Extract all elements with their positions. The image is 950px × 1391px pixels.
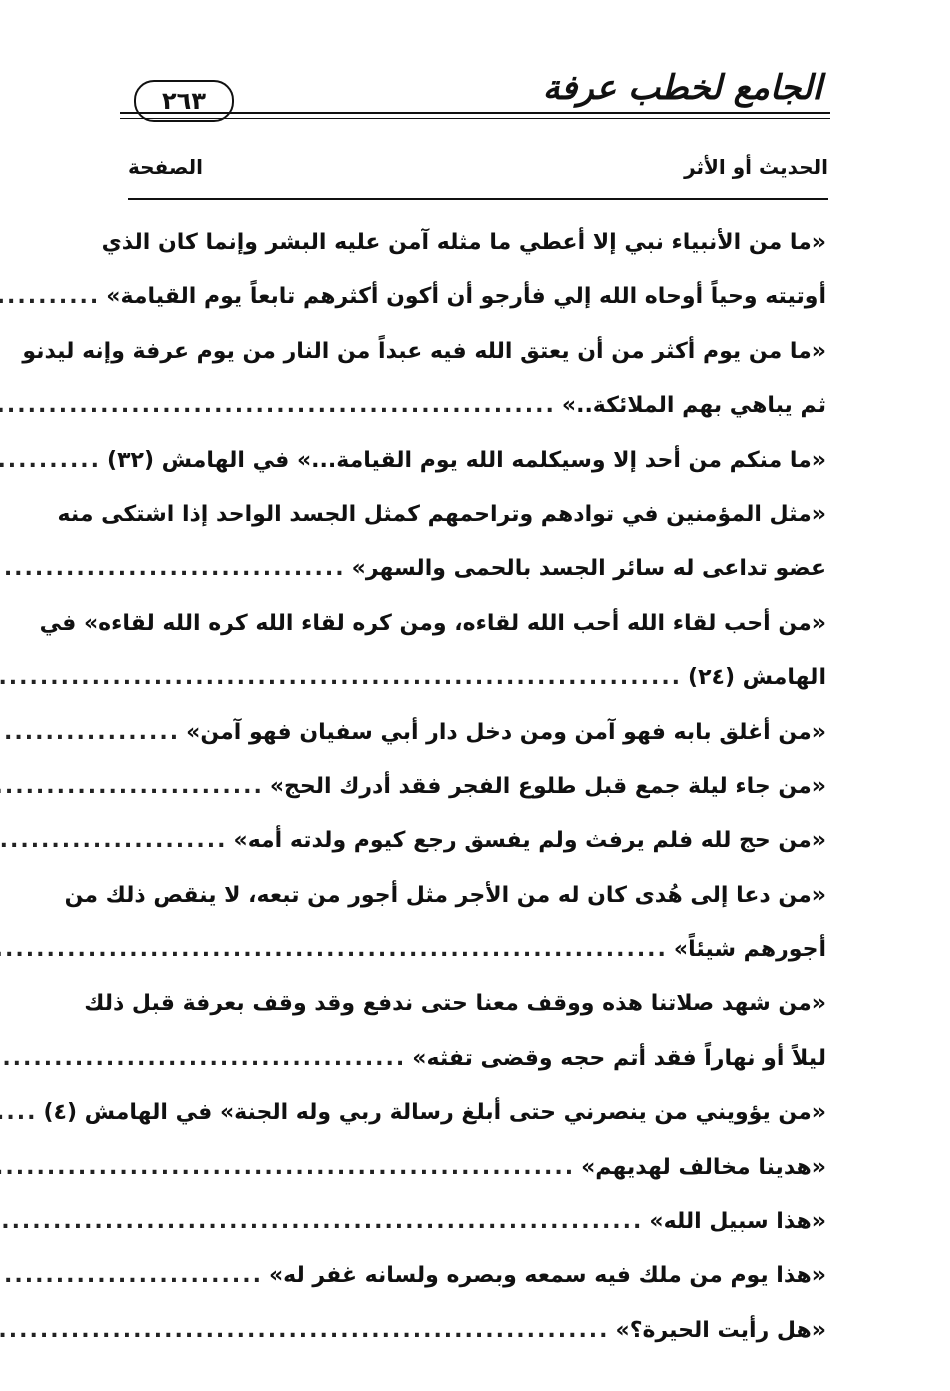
page-header [120, 62, 830, 122]
index-line [130, 651, 826, 705]
entry-text: «من شهد صلاتنا هذه ووقف معنا حتى ندفع وقد وقف بعرفة قبل ذلك [84, 991, 826, 1017]
entry-text: «من أحب لقاء الله أحب الله لقاءه، ومن كره لقاء الله كره الله لقاءه» في [39, 610, 826, 636]
column-headers [128, 155, 828, 187]
index-line [107, 434, 826, 488]
entry-text: «مثل المؤمنين في توادهم وتراحمهم كمثل الجسد الواحد إذا اشتكى منه [57, 501, 826, 527]
dot-leader [0, 814, 228, 868]
entry-text: «من جاء ليلة جمع قبل طلوع الفجر فقد أدرك الحج» [269, 773, 826, 799]
book-title: الجامع لخطب عرفة [542, 68, 822, 108]
entry-text: أجورهم شيئاً» [673, 937, 826, 963]
index-line [130, 706, 826, 760]
dot-leader [0, 1195, 643, 1249]
entry-text: «هل رأيت الحيرة؟» [615, 1317, 826, 1343]
index-line [57, 488, 826, 542]
entry-text: أوتيته وحياً أوحاه الله إلي فأرجو أن أكون أكثرهم تابعاً يوم القيامة» [106, 284, 826, 310]
index-line [106, 270, 826, 324]
entry-text: «من حج لله فلم يرفث ولم يفسق رجع كيوم ولدته أمه» [233, 828, 826, 854]
column-page: الصفحة [128, 155, 204, 179]
index-line [130, 760, 826, 814]
entry-text: «من دعا إلى هُدى كان له من الأجر مثل أجور من تبعه، لا ينقص ذلك من [64, 882, 826, 908]
index-line [130, 1249, 826, 1303]
dot-leader [0, 1304, 610, 1358]
dot-leader [0, 542, 346, 596]
dot-leader [0, 760, 264, 814]
index-line [130, 1141, 826, 1195]
entry-text: «من أغلق بابه فهو آمن ومن دخل دار أبي سفيان فهو آمن» [186, 719, 826, 745]
entry-text: «ما من الأنبياء نبي إلا أعطي ما مثله آمن عليه البشر وإنما كان الذي [101, 230, 826, 255]
dot-leader [0, 1249, 263, 1303]
entry-text: «ما منكم من أحد إلا وسيكلمه الله يوم القيامة...» في الهامش (٣٢) [107, 447, 826, 473]
header-rule-thin [120, 118, 830, 119]
dot-leader [0, 379, 556, 433]
entry-text: «هذا سبيل الله» [649, 1209, 826, 1235]
column-hadith: الحديث أو الأثر [684, 155, 828, 179]
entry-text: «هدينا مخالف لهديهم» [581, 1154, 826, 1180]
index-line [130, 923, 826, 977]
dot-leader [0, 1141, 575, 1195]
index-line [130, 1195, 826, 1249]
dot-leader [0, 923, 668, 977]
dot-leader [0, 651, 682, 705]
index-entries [22, 216, 826, 1358]
columns-rule [128, 198, 828, 200]
entry-text: ثم يباهي بهم الملائكة..» [561, 393, 826, 419]
dot-leader [0, 1032, 406, 1086]
index-line [130, 379, 826, 433]
dot-leader [0, 434, 101, 488]
index-line [64, 869, 826, 923]
index-line [101, 216, 826, 270]
dot-leader [0, 1086, 37, 1140]
index-line [84, 977, 826, 1031]
index-line [130, 1032, 826, 1086]
index-line [130, 542, 826, 596]
entry-text: عضو تداعى له سائر الجسد بالحمى والسهر» [351, 556, 826, 582]
entry-text: «هذا يوم من ملك فيه سمعه وبصره ولسانه غفر له» [268, 1263, 826, 1289]
header-rule [120, 112, 830, 114]
index-line [130, 1304, 826, 1358]
entry-text: ليلاً أو نهاراً فقد أتم حجه وقضى تفثه» [412, 1045, 826, 1071]
index-line [43, 1086, 826, 1140]
entry-text: «من يؤويني من ينصرني حتى أبلغ رسالة ربي وله الجنة» في الهامش (٤) [43, 1100, 826, 1126]
index-line [39, 597, 826, 651]
dot-leader [0, 706, 180, 760]
entry-text: الهامش (٢٤) [688, 665, 826, 691]
dot-leader [0, 270, 100, 324]
index-line [22, 325, 826, 379]
page-number: ٢٦٣ [134, 80, 234, 122]
entry-text: «ما من يوم أكثر من أن يعتق الله فيه عبداً من النار من يوم عرفة وإنه ليدنو [22, 338, 826, 364]
index-line [130, 814, 826, 868]
